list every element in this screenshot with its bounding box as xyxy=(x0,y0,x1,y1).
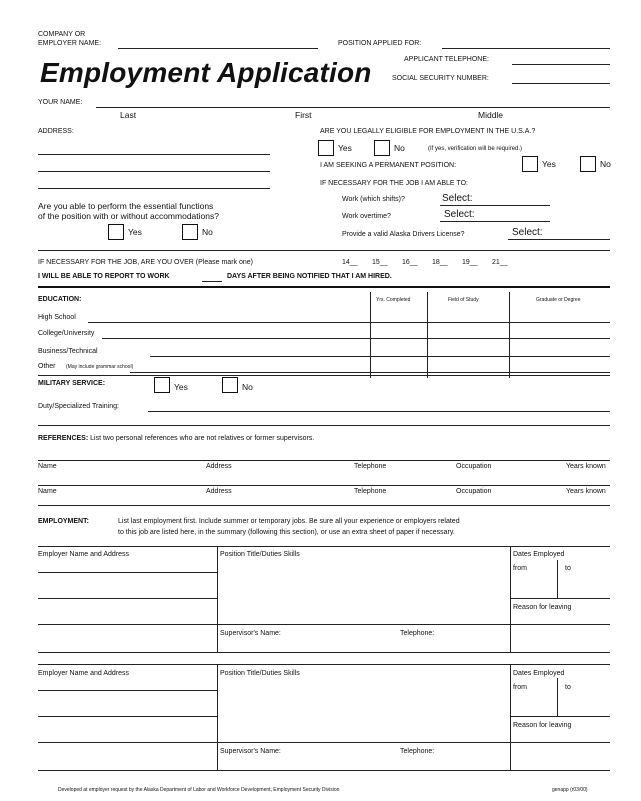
military-yes-label: Yes xyxy=(174,382,188,392)
ref2-address: Address xyxy=(206,488,232,495)
employer-1-supervisor: Supervisor's Name: xyxy=(220,630,281,637)
employer-1-from: from xyxy=(513,565,527,572)
shifts-label: Work (which shifts)? xyxy=(342,196,405,203)
age-15[interactable]: 15__ xyxy=(372,259,388,266)
references-text xyxy=(38,435,314,442)
employer-2-to: to xyxy=(565,684,571,691)
employer-1-dates-bottom xyxy=(510,598,610,599)
age-label: IF NECESSARY FOR THE JOB, ARE YOU OVER (Please mark one) xyxy=(38,259,253,266)
reference-1-field[interactable] xyxy=(38,460,610,461)
name-first-label: First xyxy=(295,110,312,120)
employer-1-line[interactable] xyxy=(38,624,217,625)
employer-1-dates-label: Dates Employed xyxy=(513,551,565,558)
eligibility-question: ARE YOU LEGALLY ELIGIBLE FOR EMPLOYMENT IN THE U.S.A.? xyxy=(320,128,536,135)
address-line-2[interactable] xyxy=(38,171,270,172)
education-col-divider xyxy=(370,292,371,378)
page-title: Employment Application xyxy=(40,57,372,88)
employer-2-dates-divider xyxy=(557,678,558,716)
employer-1-dates-divider xyxy=(557,560,558,598)
ref2-occupation: Occupation xyxy=(456,488,492,495)
education-business-field[interactable] xyxy=(150,356,610,357)
address-line-1[interactable] xyxy=(38,154,270,155)
employer-2-from: from xyxy=(513,684,527,691)
ref1-name: Name xyxy=(38,463,57,470)
education-other-field[interactable] xyxy=(130,372,610,373)
education-other-note: (May include grammar school) xyxy=(66,364,134,370)
references-label: REFERENCES: xyxy=(38,435,89,442)
duty-field[interactable] xyxy=(148,411,610,412)
overtime-label: Work overtime? xyxy=(342,213,391,220)
report-days-field[interactable] xyxy=(202,281,222,282)
ref1-address: Address xyxy=(206,463,232,470)
section-divider xyxy=(38,375,610,376)
employer-2-dates-label: Dates Employed xyxy=(513,670,565,677)
employer-2-divider xyxy=(217,664,218,770)
education-col-field: Field of Study xyxy=(448,297,479,303)
ref1-years: Years known xyxy=(566,463,606,470)
ref2-telephone: Telephone xyxy=(354,488,387,495)
overtime-select[interactable]: Select: xyxy=(444,209,475,220)
overtime-underline xyxy=(440,221,550,222)
functions-no-label: No xyxy=(202,227,213,237)
age-18[interactable]: 18__ xyxy=(432,259,448,266)
employer-2-telephone: Telephone: xyxy=(400,748,435,755)
permanent-yes-checkbox[interactable] xyxy=(522,156,538,172)
shifts-select[interactable]: Select: xyxy=(442,193,473,204)
education-college: College/University xyxy=(38,330,95,337)
name-middle-label: Middle xyxy=(478,110,504,120)
military-label: MILITARY SERVICE: xyxy=(38,380,106,387)
age-21[interactable]: 21__ xyxy=(492,259,508,266)
position-label: POSITION APPLIED FOR: xyxy=(338,40,422,47)
ref2-name: Name xyxy=(38,488,57,495)
permanent-yes-label: Yes xyxy=(542,159,556,169)
reference-2-field[interactable] xyxy=(38,485,610,486)
employer-1-divider xyxy=(217,546,218,652)
address-label: ADDRESS: xyxy=(38,128,74,135)
education-business: Business/Technical xyxy=(38,348,98,355)
your-name-label: YOUR NAME: xyxy=(38,99,83,106)
employer-1-telephone: Telephone: xyxy=(400,630,435,637)
section-divider xyxy=(38,505,610,506)
functions-line-2: of the position with or without accommodations? xyxy=(38,211,219,221)
education-col-divider xyxy=(427,292,428,378)
employer-name-field[interactable] xyxy=(118,48,318,49)
report-work-post: DAYS AFTER BEING NOTIFIED THAT I AM HIRED. xyxy=(227,273,392,280)
education-college-field[interactable] xyxy=(102,338,610,339)
permanent-position-label: I AM SEEKING A PERMANENT POSITION: xyxy=(320,162,457,169)
your-name-field[interactable] xyxy=(96,107,610,108)
employer-1-line[interactable] xyxy=(38,572,217,573)
shifts-underline xyxy=(440,205,550,206)
employment-text-2: to this job are listed here, in the summary (following this section), or use an extra sheet of paper if necessary. xyxy=(118,529,455,536)
employer-1-reason: Reason for leaving xyxy=(513,604,572,611)
education-col-grad: Graduate or Degree xyxy=(536,297,581,303)
address-line-3[interactable] xyxy=(38,188,270,189)
age-14[interactable]: 14__ xyxy=(342,259,358,266)
license-label: Provide a valid Alaska Drivers License? xyxy=(342,231,465,238)
functions-line-1: Are you able to perform the essential functions xyxy=(38,201,214,211)
employer-1-to: to xyxy=(565,565,571,572)
permanent-no-label: No xyxy=(600,159,611,169)
telephone-field[interactable] xyxy=(512,64,610,65)
eligible-yes-label: Yes xyxy=(338,143,352,153)
education-label: EDUCATION: xyxy=(38,296,82,303)
eligible-no-checkbox[interactable] xyxy=(374,140,390,156)
section-divider xyxy=(38,250,610,251)
employer-name-label: EMPLOYER NAME: xyxy=(38,40,102,47)
employer-1-line[interactable] xyxy=(38,598,217,599)
employer-2-supervisor: Supervisor's Name: xyxy=(220,748,281,755)
military-yes-checkbox[interactable] xyxy=(154,377,170,393)
ssn-field[interactable] xyxy=(512,83,610,84)
employment-label: EMPLOYMENT: xyxy=(38,518,89,525)
license-underline xyxy=(508,239,610,240)
section-divider xyxy=(38,286,610,288)
position-field[interactable] xyxy=(442,48,610,49)
employer-2-name-label: Employer Name and Address xyxy=(38,670,130,677)
education-col-years: Yrs. Completed xyxy=(376,297,411,303)
employment-text-1: List last employment first. Include summer or temporary jobs. Be sure all your experience or employers related xyxy=(118,518,460,525)
functions-yes-checkbox[interactable] xyxy=(108,224,124,240)
employer-1-position-label: Position Title/Duties Skills xyxy=(220,551,300,558)
age-19[interactable]: 19__ xyxy=(462,259,478,266)
duty-label: Duty/Specialized Training: xyxy=(38,403,119,410)
education-col-divider xyxy=(509,292,510,378)
employer-1-divider xyxy=(510,546,511,652)
footer-credit: Developed at employer request by the Alaska Department of Labor and Workforce Development, Employment Security Division xyxy=(58,787,340,793)
eligible-no-label: No xyxy=(394,143,405,153)
employer-1-name-label: Employer Name and Address xyxy=(38,551,130,558)
employer-2-duties-bottom xyxy=(217,742,610,743)
employer-2-reason: Reason for leaving xyxy=(513,722,572,729)
employer-2-line[interactable] xyxy=(38,742,217,743)
functions-yes-label: Yes xyxy=(128,227,142,237)
employer-2-divider xyxy=(510,664,511,770)
ref1-telephone: Telephone xyxy=(354,463,387,470)
report-work-pre: I WILL BE ABLE TO REPORT TO WORK xyxy=(38,273,170,280)
footer-form-id: genapp (r03/00) xyxy=(552,787,588,793)
employer-2-top xyxy=(38,664,610,665)
employer-2-bottom xyxy=(38,770,610,771)
education-high-school: High School xyxy=(38,314,76,321)
permanent-no-checkbox[interactable] xyxy=(580,156,596,172)
military-no-checkbox[interactable] xyxy=(222,377,238,393)
section-divider xyxy=(38,425,610,426)
education-other: Other xyxy=(38,363,56,370)
age-16[interactable]: 16__ xyxy=(402,259,418,266)
employer-1-duties-bottom xyxy=(217,624,610,625)
license-select[interactable]: Select: xyxy=(512,227,543,238)
ref1-occupation: Occupation xyxy=(456,463,492,470)
military-no-label: No xyxy=(242,382,253,392)
education-high-school-field[interactable] xyxy=(88,322,610,323)
employer-1-bottom xyxy=(38,652,610,653)
ref2-years: Years known xyxy=(566,488,606,495)
employer-2-line[interactable] xyxy=(38,716,217,717)
able-label: IF NECESSARY FOR THE JOB I AM ABLE TO: xyxy=(320,180,468,187)
eligible-yes-checkbox[interactable] xyxy=(318,140,334,156)
employer-1-top xyxy=(38,546,610,547)
name-last-label: Last xyxy=(120,110,137,120)
employer-2-position-label: Position Title/Duties Skills xyxy=(220,670,300,677)
ssn-label: SOCIAL SECURITY NUMBER: xyxy=(392,75,489,82)
employer-2-dates-bottom xyxy=(510,716,610,717)
telephone-label: APPLICANT TELEPHONE: xyxy=(404,56,489,63)
company-label: COMPANY OR xyxy=(38,31,86,38)
employer-2-line[interactable] xyxy=(38,690,217,691)
references-instructions: List two personal references who are not relatives or former supervisors. xyxy=(90,435,315,442)
verification-note: (If yes, verification will be required.) xyxy=(428,146,523,152)
functions-no-checkbox[interactable] xyxy=(182,224,198,240)
